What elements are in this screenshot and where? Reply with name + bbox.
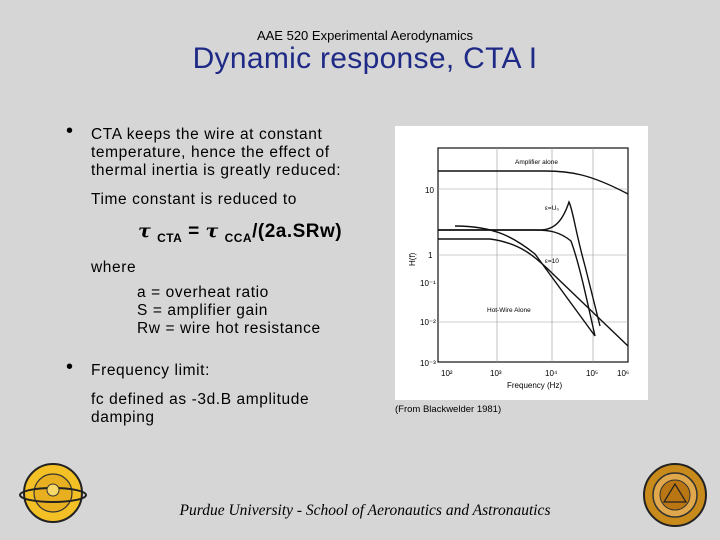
tau-symbol-2: τ [205, 220, 219, 242]
annotation-eps-u0: ε=U₀ [545, 205, 560, 212]
annotation-amplifier: Amplifier alone [515, 159, 558, 166]
where-label: where [91, 259, 137, 276]
definition-resistance: Rw = wire hot resistance [137, 320, 321, 337]
xtick-1e4: 10⁴ [545, 369, 558, 378]
cca-subscript: CCA [224, 230, 253, 245]
bullet-2-marker: • [66, 356, 74, 378]
equals-sign: = [182, 221, 206, 242]
frequency-limit-line-1: fc defined as -3d.B amplitude [91, 391, 310, 408]
formula-denominator: /(2a.SRw) [252, 221, 343, 242]
frequency-response-figure [395, 126, 648, 400]
xtick-1e5: 10⁵ [586, 369, 599, 378]
university-seal-right [640, 462, 710, 533]
definition-overheat: a = overheat ratio [137, 284, 269, 301]
response-curves [438, 171, 628, 346]
ytick-10: 10 [425, 186, 434, 195]
cta-subscript: CTA [157, 230, 183, 245]
xtick-1e3: 10³ [490, 369, 502, 378]
definition-gain: S = amplifier gain [137, 302, 268, 319]
ytick-1e-3: 10⁻³ [420, 359, 436, 368]
annotation-eps-10: ε=10 [545, 258, 559, 265]
frequency-response-plot [395, 126, 648, 400]
x-axis-label: Frequency (Hz) [507, 381, 563, 390]
ytick-1e-1: 10⁻¹ [420, 279, 436, 288]
bullet-1-line-1: CTA keeps the wire at constant [91, 126, 323, 143]
bullet-1-line-2: temperature, hence the effect of [91, 144, 330, 161]
ytick-1e-2: 10⁻² [420, 318, 436, 327]
course-title: AAE 520 Experimental Aerodynamics [256, 28, 474, 43]
annotation-hot-wire: Hot-Wire Alone [487, 307, 531, 314]
figure-caption: (From Blackwelder 1981) [395, 404, 502, 415]
bullet-1-marker: • [66, 120, 74, 142]
slide-title: Dynamic response, CTA I [192, 42, 538, 75]
frequency-limit-line-2: damping [91, 409, 155, 426]
bullet-1-line-3: thermal inertia is greatly reduced: [91, 162, 342, 179]
footer-text: Purdue University - School of Aeronautics and Astronautics [179, 502, 551, 519]
tau-symbol: τ [138, 220, 152, 242]
xtick-1e6: 10⁶ [617, 369, 630, 378]
curve-amplifier-alone [438, 171, 628, 194]
xtick-1e2: 10² [441, 369, 453, 378]
time-constant-text: Time constant is reduced to [91, 191, 298, 208]
bullet-2-line-1: Frequency limit: [91, 362, 210, 379]
y-axis-label: H(f) [408, 252, 417, 266]
curve-middle [455, 226, 595, 336]
time-constant-formula [138, 220, 342, 245]
ytick-1: 1 [428, 251, 433, 260]
